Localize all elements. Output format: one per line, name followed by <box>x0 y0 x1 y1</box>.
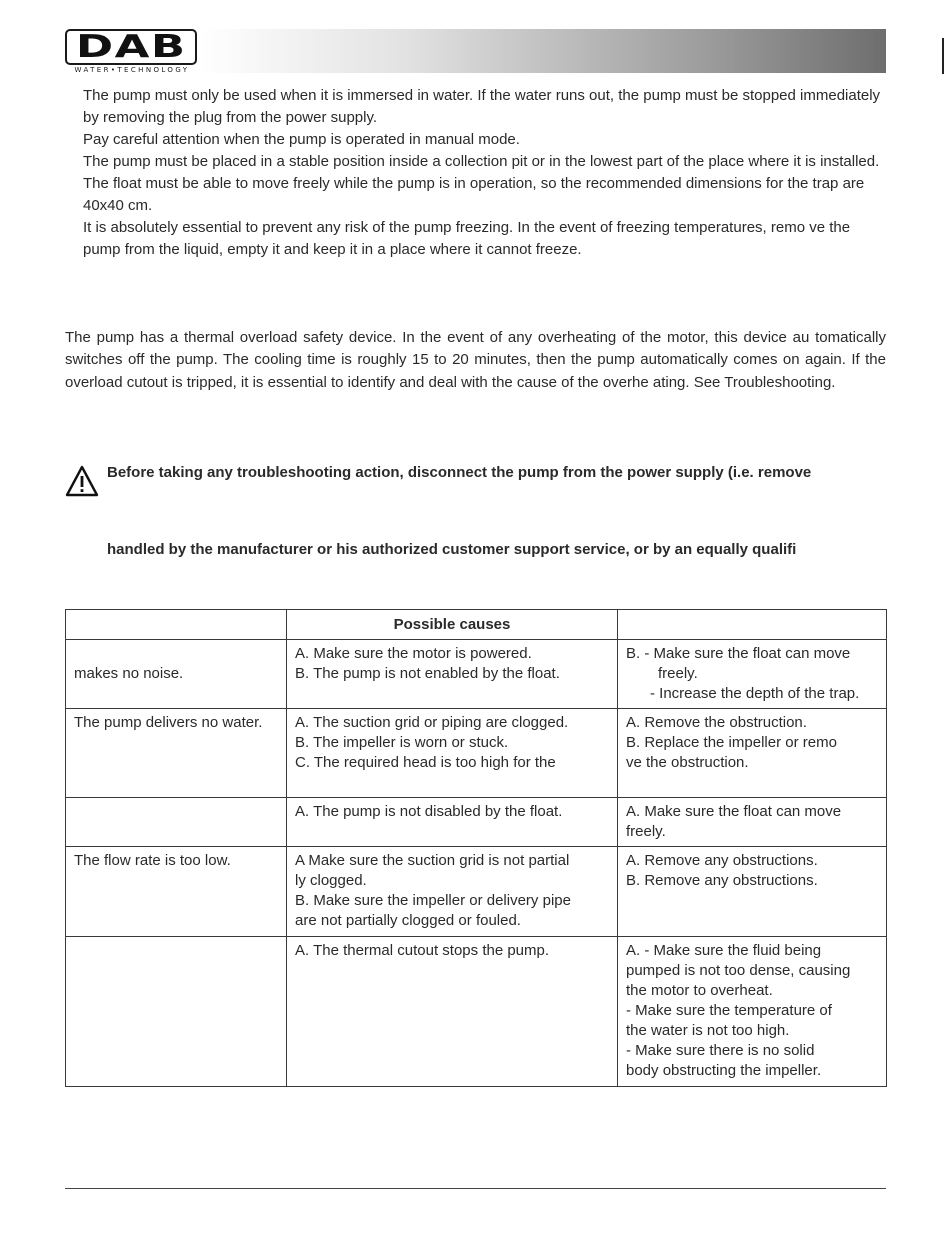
table-header-row <box>66 610 887 640</box>
causes-cell <box>287 937 618 1087</box>
remedy-text: B. Remove any obstructions. <box>626 872 818 889</box>
fault-text: The flow rate is too low. <box>74 852 231 869</box>
table-row <box>66 847 887 937</box>
remedies-cell <box>618 937 887 1087</box>
remedy-text: body obstructing the impeller. <box>626 1062 822 1079</box>
fault-cell <box>66 709 287 798</box>
remedy-text: A. - Make sure the fluid being <box>626 942 822 959</box>
fault-text <box>74 644 278 664</box>
remedy-text: ve the obstruction. <box>626 754 749 771</box>
cause-text: B. The pump is not enabled by the float. <box>295 665 560 682</box>
cause-text: C. The required head is too high for the <box>295 754 556 771</box>
table-row <box>66 640 887 709</box>
fault-cell <box>66 640 287 709</box>
remedies-cell <box>618 798 887 847</box>
cause-text: B. Make sure the impeller or delivery pipe <box>295 892 571 909</box>
remedy-text: A. Remove the obstruction. <box>626 714 807 731</box>
causes-cell <box>287 847 618 937</box>
cause-text: A Make sure the suction grid is not partial <box>295 852 570 869</box>
cause-text: A. The thermal cutout stops the pump. <box>295 942 550 959</box>
fault-cell <box>66 937 287 1087</box>
causes-cell <box>287 798 618 847</box>
warning-triangle-icon <box>65 465 99 497</box>
warning-text-line: handled by the manufacturer or his authorized customer support service, or by an equally qualifi <box>107 541 797 558</box>
table-row <box>66 937 887 1087</box>
instruction-item: The pump must only be used when it is immersed in water. If the water runs out, the pump must be stopped immediately by removing the plug from the power supply. <box>83 87 881 126</box>
header-possible-causes: Possible causes <box>287 610 618 640</box>
header-remedies <box>618 610 887 640</box>
cause-text: A. Make sure the motor is powered. <box>295 645 532 662</box>
header-fault <box>66 610 287 640</box>
remedy-text: B. - Make sure the float can move <box>626 645 851 662</box>
remedy-text: A. Make sure the float can move <box>626 803 842 820</box>
table-row <box>66 709 887 798</box>
page-edge-mark <box>942 38 944 74</box>
remedy-text: freely. <box>626 823 666 840</box>
remedy-text: - Increase the depth of the trap. <box>650 685 860 702</box>
remedies-cell <box>618 709 887 798</box>
remedies-cell <box>618 847 887 937</box>
fault-cell <box>66 847 287 937</box>
cause-text: ly clogged. <box>295 872 367 889</box>
usage-instructions <box>83 85 887 261</box>
fault-cell <box>66 798 287 847</box>
dab-logo <box>65 29 197 65</box>
logo-subtitle: WATER•TECHNOLOGY <box>74 66 190 74</box>
fault-text: makes no noise. <box>74 665 184 682</box>
cause-text: A. The pump is not disabled by the float. <box>295 803 563 820</box>
remedy-text: pumped is not too dense, causing <box>626 962 851 979</box>
table-row <box>66 798 887 847</box>
cause-text: are not partially clogged or fouled. <box>295 912 521 929</box>
instruction-item: It is absolutely essential to prevent any risk of the pump freezing. In the event of freezing temperatures, remo ve the pump from the liquid, empty it and keep it in a place where it cannot freeze. <box>83 219 851 258</box>
cause-text: B. The impeller is worn or stuck. <box>295 734 509 751</box>
remedy-text: the motor to overheat. <box>626 982 773 999</box>
logo-text: DAB <box>75 28 187 65</box>
thermal-protection-paragraph: The pump has a thermal overload safety device. In the event of any overheating of the motor, this device au tomatically switches off the pump. The cooling time is roughly 15 to 20 minutes, then the pump automatically comes on again. If the overload cutout is tripped, it is essential to identify and deal with the cause of the overhe ating. See Troubleshooting. <box>65 329 886 391</box>
troubleshooting-table <box>65 609 887 1087</box>
cause-text: A. The suction grid or piping are clogged. <box>295 714 569 731</box>
instruction-item: The pump must be placed in a stable position inside a collection pit or in the lowest part of the place where it is installed. <box>83 153 880 170</box>
fault-text: The pump delivers no water. <box>74 714 263 731</box>
remedy-text: A. Remove any obstructions. <box>626 852 818 869</box>
warning-text-line: Before taking any troubleshooting action, disconnect the pump from the power supply (i.e. remove <box>107 464 812 481</box>
remedy-text: - Make sure the temperature of <box>626 1002 832 1019</box>
remedy-text: the water is not too high. <box>626 1022 790 1039</box>
remedies-cell <box>618 640 887 709</box>
remedy-text: freely. <box>658 665 698 682</box>
causes-cell <box>287 640 618 709</box>
causes-cell <box>287 709 618 798</box>
header-gradient-bar <box>200 29 886 73</box>
remedy-text: - Make sure there is no solid <box>626 1042 815 1059</box>
instruction-item: Pay careful attention when the pump is operated in manual mode. <box>83 131 520 148</box>
remedy-text: B. Replace the impeller or remo <box>626 734 837 751</box>
instruction-item: The float must be able to move freely while the pump is in operation, so the recommended dimensions for the trap are 40x40 cm. <box>83 175 865 214</box>
footer-divider <box>65 1188 886 1189</box>
